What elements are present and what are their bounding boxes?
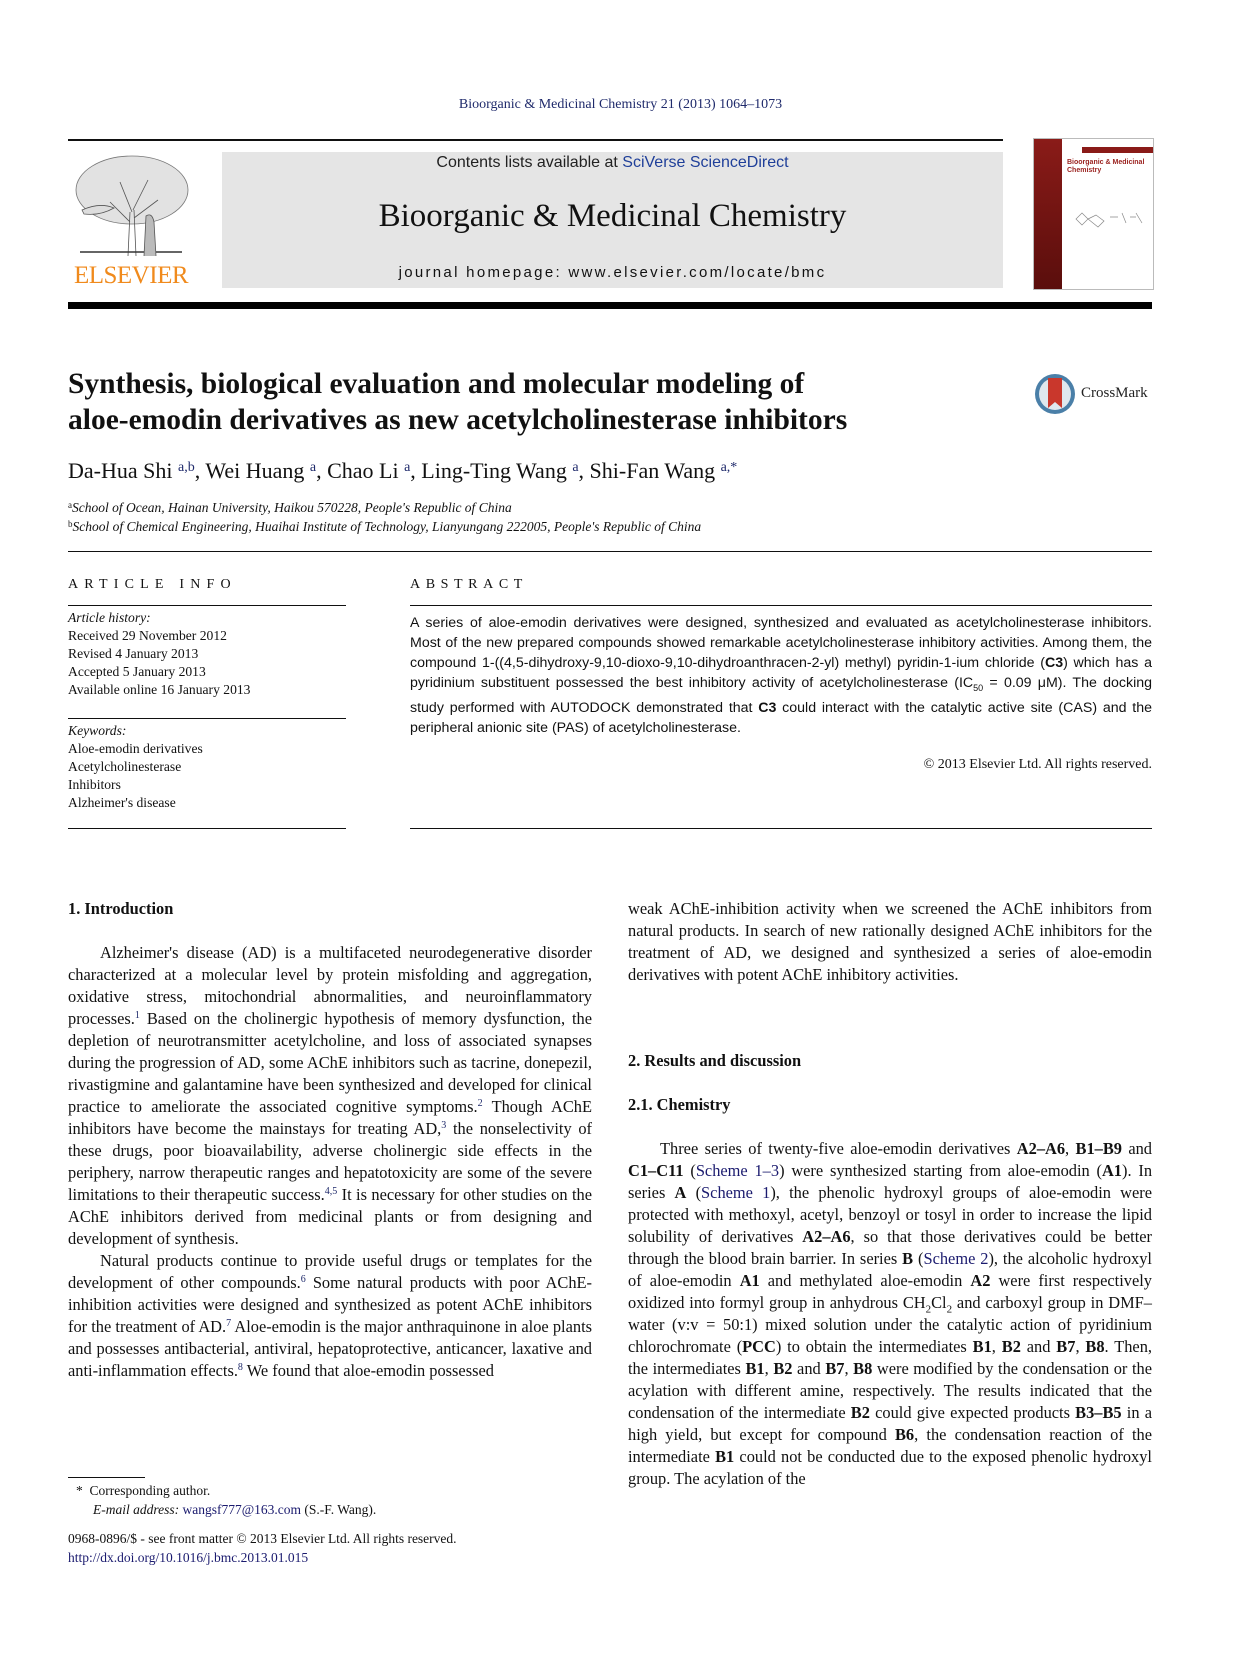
- text-run: ,: [844, 1359, 854, 1378]
- text-run: , the condensation reaction of the intermediate: [628, 1425, 1152, 1466]
- elsevier-wordmark: ELSEVIER: [73, 262, 189, 289]
- affiliation-rule: [68, 551, 1152, 552]
- asterisk-icon: *: [76, 1483, 83, 1498]
- article-title-line-1: Synthesis, biological evaluation and molecular modeling of: [68, 368, 805, 400]
- text-run: could not be conducted due to the exposed phenolic hydroxyl group. The acylation of the: [628, 1447, 1152, 1488]
- compound-label: B1: [972, 1337, 992, 1356]
- compound-label: B: [902, 1249, 914, 1268]
- elsevier-logo: [68, 152, 194, 288]
- compound-label: B6: [895, 1425, 915, 1444]
- journal-masthead: [222, 152, 1003, 288]
- text-run: ,: [1075, 1337, 1086, 1356]
- affiliation-b: $^b$School of Chemical Engineering, Huaihai Institute of Technology, Lianyungang 222005, People's Republic of China: [68, 519, 702, 534]
- citation-link[interactable]: 7: [226, 1318, 232, 1329]
- citation-link[interactable]: 4,5: [324, 1186, 338, 1197]
- abstract-body: A series of aloe-emodin derivatives were designed, synthesized and evaluated as acetylcholinesterase inhibitors. Most of the new prepared compounds showed remarkable acetylcholinesterase inhibitory activities. Among them, the compound 1-((4,5-dihydroxy-9,10-dioxo-9,10-dihydroanthracen-2-yl) methyl) pyridin-1-ium chloride (C3) which has a pyridinium substituent possessed the best inhibitory activity of acetylcholinesterase ($IC_{50} = 0.09$ μM). The docking study performed with AUTODOCK demonstrated that C3 could interact with the catalytic active site (CAS) and the peripheral anionic site (PAS) of acetylcholinesterase.: [410, 615, 1153, 736]
- author[interactable]: Ling-Ting Wang $^a$: [421, 458, 579, 483]
- compound-label: A1: [1101, 1161, 1123, 1180]
- compound-label: B1: [715, 1447, 735, 1466]
- author-list: Da-Hua Shi $^{a,b}$, Wei Huang $^a$, Chao Li $^a$, Ling-Ting Wang $^a$, Shi-Fan Wang $^{a,*}$: [68, 458, 738, 483]
- text-run: ) to obtain the intermediates: [775, 1337, 973, 1356]
- compound-label: B1–B9: [1075, 1139, 1122, 1158]
- history-label: Article history:: [68, 610, 151, 625]
- contents-line: [222, 154, 1003, 172]
- email-note: E-mail address: wangsf777@163.com (S.-F. Wang).: [93, 1502, 377, 1517]
- doi-link-text[interactable]: http://dx.doi.org/10.1016/j.bmc.2013.01.015: [68, 1550, 309, 1565]
- text-run: ,: [764, 1359, 774, 1378]
- author[interactable]: Da-Hua Shi $^{a,b}$: [68, 458, 195, 483]
- intro-paragraph-2: Natural products continue to provide useful drugs or templates for the development of other compounds.$^6$ Some natural products with poor AChE-inhibition activities were designed and synthesized as potent AChE inhibitors for the treatment of AD.$^7$ Aloe-emodin is the major anthraquinone in aloe plants and possesses antibacterial, antiviral, hepatoprotective, anticancer, laxative and anti-inflammation effects.$^8$ We found that aloe-emodin possessed: [68, 1251, 592, 1380]
- text-run: . Then, the intermediates: [628, 1337, 1152, 1378]
- compound-label: A1: [739, 1271, 760, 1290]
- compound-label: A2: [970, 1271, 991, 1290]
- sciencedirect-link[interactable]: SciVerse ScienceDirect: [622, 154, 789, 171]
- molecule-icon: [1074, 207, 1144, 229]
- text-run: could give expected products: [869, 1403, 1076, 1422]
- compound-label: B8: [1085, 1337, 1105, 1356]
- text-run: and: [1121, 1139, 1153, 1158]
- compound-label: B2: [1001, 1337, 1021, 1356]
- compound-label: B7: [825, 1359, 845, 1378]
- compound-label: A: [674, 1183, 687, 1202]
- text-run: ,: [1065, 1139, 1076, 1158]
- cover-top-bar: [1082, 147, 1153, 153]
- compound-label: B2: [773, 1359, 793, 1378]
- history-accepted: Accepted 5 January 2013: [68, 664, 206, 679]
- text-run: in a high yield, but except for compound: [628, 1403, 1152, 1444]
- abstract-heading: ABSTRACT: [410, 577, 528, 592]
- keyword: Inhibitors: [68, 777, 121, 792]
- text-run: , so that those derivatives could be better through the blood brain barrier. In series: [628, 1227, 1152, 1268]
- cover-band: [1034, 139, 1062, 289]
- compound-label: C1–C11: [628, 1161, 684, 1180]
- journal-title: Bioorganic & Medicinal Chemistry: [378, 198, 847, 234]
- compound-label: B2: [850, 1403, 870, 1422]
- email-link[interactable]: wangsf777@163.com: [182, 1502, 302, 1517]
- text-run: ), the phenolic hydroxyl groups of aloe-emodin were protected with methoxyl, acetyl, benzoyl or tosyl in order to increase the lipid solubility of derivatives: [628, 1183, 1153, 1246]
- crossmark-button[interactable]: [1033, 373, 1153, 415]
- right-column: [628, 1050, 1152, 1490]
- text-run: (: [683, 1161, 696, 1180]
- text-run: and carboxyl group in DMF–water (v:v = 50:1) mixed solution under the catalytic action of pyridinium chlorochromate (: [628, 1293, 1152, 1356]
- intro-paragraph-1: Alzheimer's disease (AD) is a multifaceted neurodegenerative disorder characterized at a molecular level by protein misfolding and aggregation, oxidative stress, mitochondrial abnormalities, and neuroinflammatory processes.$^1$ Based on the cholinergic hypothesis of memory dysfunction, the depletion of neurotransmitter acetylcholine, and loss of associated synapses during the progression of AD, some AChE inhibitors such as tacrine, donepezil, rivastigmine and galantamine have been synthesized and developed for clinical practice to ameliorate the associated cognitive symptoms.$^2$ Though AChE inhibitors have become the mainstays for treating AD,$^3$ the nonselectivity of these drugs, poor bioavailability, adverse cholinergic side effects in the periphery, narrow therapeutic ranges and hepatotoxicity are some of the severe limitations to their therapeutic success.$^{4,5}$ It is necessary for other studies on the AChE inhibitors derived from medicinal plants or from designing and development of synthesis.: [68, 943, 592, 1248]
- tree-icon: [70, 152, 192, 260]
- text-run: were modified by the condensation or the acylation with different amine, respectively. The results indicated that the condensation of the intermediate: [628, 1359, 1152, 1422]
- compound-label: PCC: [742, 1337, 776, 1356]
- text-run: ), the alcoholic hydroxyl of aloe-emodin: [628, 1249, 1152, 1290]
- corresponding-author-note: * Corresponding author.: [76, 1483, 211, 1498]
- journal-citation[interactable]: [0, 97, 1241, 113]
- history-online: Available online 16 January 2013: [68, 682, 251, 697]
- affiliation-a: $^a$School of Ocean, Hainan University, Haikou 570228, People's Republic of China: [68, 500, 512, 515]
- citation-link[interactable]: 3: [441, 1120, 447, 1131]
- text-run: were first respectively oxidized into formyl group in anhydrous CH: [628, 1271, 1152, 1312]
- crossmark-icon: [1033, 372, 1077, 416]
- history-received: Received 29 November 2012: [68, 628, 227, 643]
- journal-cover-thumbnail[interactable]: [1033, 138, 1154, 290]
- compound-label: B1: [745, 1359, 765, 1378]
- article-info-heading: ARTICLE INFO: [68, 577, 237, 592]
- text-run: ,: [991, 1337, 1002, 1356]
- affiliation-marker[interactable]: a,*: [720, 460, 738, 475]
- history-revised: Revised 4 January 2013: [68, 646, 199, 661]
- text-run: and: [1020, 1337, 1057, 1356]
- compound-label: B3–B5: [1075, 1403, 1122, 1422]
- journal-citation-text[interactable]: Bioorganic & Medicinal Chemistry 21 (2013) 1064–1073: [458, 97, 783, 112]
- intro-paragraph-2-continued: [628, 898, 1152, 986]
- affiliation-marker[interactable]: a,b: [177, 460, 195, 475]
- text-run: weak AChE-inhibition activity when we screened the AChE inhibitors from natural products. In search of new rationally designed AChE inhibitors for the treatment of AD, we designed and synthesized a series of aloe-emodin derivatives with potent AChE inhibitory activities.: [628, 899, 1152, 984]
- journal-homepage[interactable]: journal homepage: www.elsevier.com/locate/bmc: [398, 264, 827, 281]
- article-history: [68, 609, 346, 699]
- footnote-rule: [68, 1477, 145, 1478]
- compound-label: B8: [853, 1359, 873, 1378]
- contents-prefix: Contents lists available at: [436, 154, 623, 171]
- keywords-label: Keywords:: [68, 723, 127, 738]
- section-heading-results: 2. Results and discussion: [628, 1051, 802, 1070]
- text-run: Cl: [931, 1293, 947, 1312]
- right-column-intro-continuation: [628, 898, 1152, 1028]
- masthead-thick-rule: [68, 302, 1152, 309]
- subscript: 2: [925, 1303, 932, 1316]
- subsection-heading-chemistry: 2.1. Chemistry: [628, 1095, 731, 1114]
- text-run: (: [913, 1249, 924, 1268]
- author[interactable]: Wei Huang $^a$: [205, 458, 317, 483]
- affiliation-marker[interactable]: a: [309, 460, 317, 475]
- author[interactable]: Shi-Fan Wang $^{a,*}$: [589, 458, 738, 483]
- compound-label: B7: [1056, 1337, 1076, 1356]
- chemistry-paragraph: [628, 1138, 1152, 1490]
- subscript: 2: [946, 1303, 953, 1316]
- article-title: [68, 366, 968, 438]
- left-column: [68, 898, 592, 1404]
- keywords-rule: [68, 718, 346, 719]
- crossmark-label: CrossMark: [1081, 385, 1148, 401]
- compound-label: A2–A6: [802, 1227, 851, 1246]
- text-run: ) were synthesized starting from aloe-emodin (: [779, 1161, 1102, 1180]
- text-run: ). In series: [628, 1161, 1153, 1202]
- doi-link[interactable]: [68, 1548, 308, 1567]
- text-run: Three series of twenty-five aloe-emodin derivatives: [660, 1139, 1017, 1158]
- abstract-rule: [410, 605, 1152, 606]
- abstract-copyright: © 2013 Elsevier Ltd. All rights reserved.: [923, 757, 1152, 772]
- scheme-link[interactable]: Scheme 1–3: [695, 1161, 780, 1180]
- text-run: and: [792, 1359, 826, 1378]
- cover-title: Bioorganic & Medicinal Chemistry: [1067, 159, 1145, 174]
- citation-link[interactable]: 6: [300, 1274, 306, 1285]
- citation-link[interactable]: 1: [134, 1010, 140, 1021]
- issn-line: 0968-0896/$ - see front matter © 2013 Elsevier Ltd. All rights reserved.: [68, 1531, 457, 1546]
- compound-label: A2–A6: [1016, 1139, 1066, 1158]
- affiliation-marker[interactable]: a: [404, 460, 411, 475]
- citation-link[interactable]: 8: [237, 1362, 243, 1373]
- citation-link[interactable]: 2: [477, 1098, 483, 1109]
- keyword: Aloe-emodin derivatives: [68, 741, 203, 756]
- article-info-rule: [68, 605, 346, 606]
- keyword: Acetylcholinesterase: [68, 759, 182, 774]
- affiliation-marker[interactable]: a: [572, 460, 579, 475]
- text-run: and methylated aloe-emodin: [759, 1271, 971, 1290]
- abstract-bottom-rule: [410, 828, 1152, 829]
- text-run: (: [686, 1183, 702, 1202]
- scheme-link[interactable]: Scheme 1: [701, 1183, 771, 1202]
- keyword: Alzheimer's disease: [68, 795, 176, 810]
- keywords: [68, 722, 346, 812]
- article-info-bottom-rule: [68, 828, 346, 829]
- header-rule: [68, 139, 1003, 141]
- section-heading-introduction: 1. Introduction: [68, 899, 174, 918]
- article-title-line-2: aloe-emodin derivatives as new acetylcholinesterase inhibitors: [68, 404, 848, 436]
- author[interactable]: Chao Li $^a$: [327, 458, 411, 483]
- scheme-link[interactable]: Scheme 2: [923, 1249, 989, 1268]
